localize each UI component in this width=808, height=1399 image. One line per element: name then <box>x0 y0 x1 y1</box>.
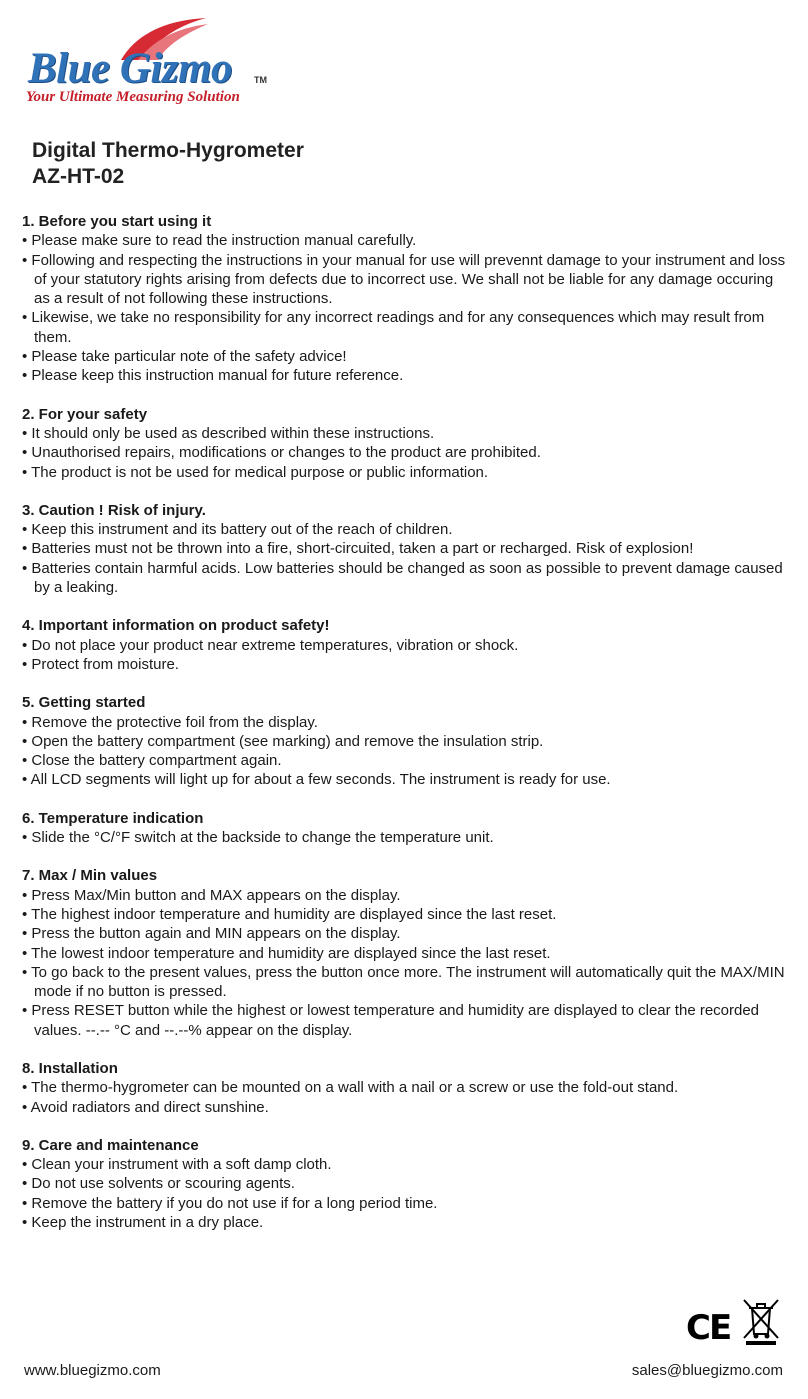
bullet-item: • Close the battery compartment again. <box>22 752 282 770</box>
section-heading: 4. Important information on product safety! <box>22 617 330 635</box>
section-6 <box>22 809 788 848</box>
bullet-item: • Batteries contain harmful acids. Low batteries should be changed as soon as possible to prevent damage caused by a leaking. <box>22 559 783 597</box>
bullet-item: • Do not place your product near extreme temperatures, vibration or shock. <box>22 636 519 654</box>
weee-bin-icon <box>740 1296 782 1346</box>
section-4 <box>22 616 788 674</box>
compliance-marks <box>686 1296 782 1348</box>
section-3 <box>22 501 788 597</box>
bullet-item: • Do not use solvents or scouring agents. <box>22 1175 295 1193</box>
bullet-item: • Slide the °C/°F switch at the backside to change the temperature unit. <box>22 829 494 847</box>
bullet-item: • Clean your instrument with a soft damp cloth. <box>22 1156 332 1174</box>
bullet-item: • The thermo-hygrometer can be mounted on a wall with a nail or a screw or use the fold-out stand. <box>22 1079 679 1097</box>
product-name: Digital Thermo-Hygrometer <box>32 139 304 162</box>
bullet-item: • Likewise, we take no responsibility for any incorrect readings and for any consequences which may result from them. <box>22 309 765 346</box>
section-1 <box>22 212 788 386</box>
bullet-item: • Please keep this instruction manual for future reference. <box>22 367 404 385</box>
section-2 <box>22 405 788 482</box>
bullet-item: • The highest indoor temperature and humidity are displayed since the last reset. <box>22 905 557 923</box>
section-heading: 3. Caution ! Risk of injury. <box>22 501 206 519</box>
section-heading: 9. Care and maintenance <box>22 1136 199 1154</box>
bullet-item: • Open the battery compartment (see marking) and remove the insulation strip. <box>22 732 544 750</box>
bullet-item: • Keep this instrument and its battery out of the reach of children. <box>22 521 453 539</box>
manual-content <box>22 212 788 1251</box>
footer-email[interactable]: sales@bluegizmo.com <box>631 1362 783 1379</box>
bullet-item: • Press RESET button while the highest or lowest temperature and humidity are displayed to clear the recorded values. --.-- °C and --.--% appear on the display. <box>22 1002 760 1039</box>
bullet-item: • Please make sure to read the instruction manual carefully. <box>22 232 417 250</box>
bullet-item: • Avoid radiators and direct sunshine. <box>22 1098 269 1116</box>
bullet-item: • The lowest indoor temperature and humidity are displayed since the last reset. <box>22 944 551 962</box>
section-heading: 2. For your safety <box>22 405 148 423</box>
footer-website[interactable]: www.bluegizmo.com <box>24 1362 161 1379</box>
section-heading: 1. Before you start using it <box>22 213 212 230</box>
bullet-item: • Unauthorised repairs, modifications or changes to the product are prohibited. <box>22 444 541 462</box>
bullet-item: • Please take particular note of the safety advice! <box>22 348 347 366</box>
trademark-mark: TM <box>254 75 267 85</box>
section-heading: 5. Getting started <box>22 694 146 712</box>
bullet-item: • Protect from moisture. <box>22 655 179 673</box>
bullet-item: • Keep the instrument in a dry place. <box>22 1214 264 1232</box>
bullet-item: • Press the button again and MIN appears on the display. <box>22 925 401 943</box>
bullet-item: • It should only be used as described within these instructions. <box>22 424 435 442</box>
section-8 <box>22 1059 788 1117</box>
ce-mark: CE <box>686 1308 731 1348</box>
bullet-item: • All LCD segments will light up for about a few seconds. The instrument is ready for use. <box>22 771 611 789</box>
brand-name: Blue Gizmo <box>28 45 233 92</box>
bullet-item: • Remove the protective foil from the display. <box>22 713 318 731</box>
brand-tagline: Your Ultimate Measuring Solution <box>26 89 240 105</box>
bullet-item: • Batteries must not be thrown into a fire, short-circuited, taken a part or recharged. Risk of explosion! <box>22 540 694 558</box>
brand-logo <box>26 14 276 109</box>
bullet-item: • Following and respecting the instructions in your manual for use will prevennt damage to your instrument and loss of your statutory rights arising from defects due to incorrect use. We shall not be liable for any damage occuring as a result of not following these instructions. <box>22 251 786 308</box>
document-title <box>32 138 304 190</box>
bullet-item: • Remove the battery if you do not use if for a long period time. <box>22 1194 438 1212</box>
section-heading: 8. Installation <box>22 1059 118 1077</box>
section-heading: 6. Temperature indication <box>22 809 204 827</box>
model-number: AZ-HT-02 <box>32 165 125 188</box>
bullet-item: • The product is not be used for medical purpose or public information. <box>22 463 489 481</box>
section-7 <box>22 866 788 1040</box>
section-9 <box>22 1136 788 1232</box>
section-heading: 7. Max / Min values <box>22 867 158 885</box>
section-5 <box>22 693 788 789</box>
bullet-item: • To go back to the present values, press the button once more. The instrument will automatically quit the MAX/MIN mode if no button is pressed. <box>22 963 785 1001</box>
bullet-item: • Press Max/Min button and MAX appears on the display. <box>22 886 401 904</box>
